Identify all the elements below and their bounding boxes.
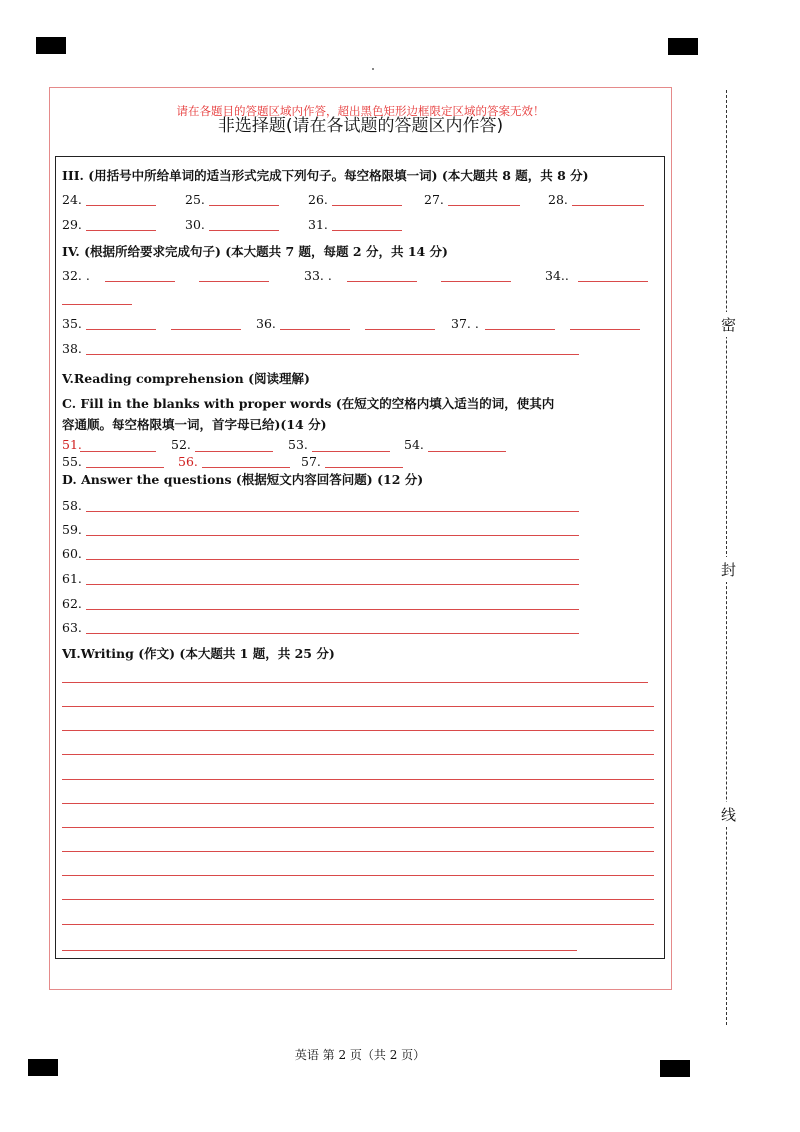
writing-line[interactable] bbox=[62, 779, 654, 780]
q27-number: 27. bbox=[424, 192, 444, 207]
q56-number: 56. bbox=[178, 454, 198, 469]
seal-label-xian: 线 bbox=[721, 802, 736, 827]
q37-blank-b[interactable] bbox=[570, 329, 640, 330]
q34-number: 34.. bbox=[545, 268, 569, 283]
section-5-heading: V.Reading comprehension (阅读理解) bbox=[62, 371, 310, 386]
writing-line[interactable] bbox=[62, 730, 654, 731]
writing-line[interactable] bbox=[62, 875, 654, 876]
q31-number: 31. bbox=[308, 217, 328, 232]
writing-line[interactable] bbox=[62, 924, 654, 925]
q29-number: 29. bbox=[62, 217, 82, 232]
q28-blank[interactable] bbox=[572, 205, 644, 206]
page-footer: 英语 第 2 页（共 2 页） bbox=[294, 1048, 426, 1062]
q59-blank[interactable] bbox=[86, 535, 579, 536]
writing-line[interactable] bbox=[62, 682, 648, 683]
q24-number: 24. bbox=[62, 192, 82, 207]
q59-number: 59. bbox=[62, 522, 82, 537]
q37-number: 37. . bbox=[451, 316, 479, 331]
q53-blank[interactable] bbox=[312, 451, 390, 452]
q33-blank-a[interactable] bbox=[347, 281, 417, 282]
q33-blank-b[interactable] bbox=[441, 281, 511, 282]
q55-blank[interactable] bbox=[86, 467, 164, 468]
seal-label-feng: 封 bbox=[721, 557, 736, 582]
q31-blank[interactable] bbox=[332, 230, 402, 231]
q25-number: 25. bbox=[185, 192, 205, 207]
q62-number: 62. bbox=[62, 596, 82, 611]
q34-blank-b[interactable] bbox=[62, 304, 132, 305]
q63-blank[interactable] bbox=[86, 633, 579, 634]
writing-line[interactable] bbox=[62, 754, 654, 755]
q52-blank[interactable] bbox=[195, 451, 273, 452]
q38-blank[interactable] bbox=[86, 354, 579, 355]
registration-mark-top-right bbox=[668, 38, 698, 55]
part-c-heading-line2: 容通顺。每空格限填一词，首字母已给)(14 分) bbox=[62, 417, 327, 432]
q55-number: 55. bbox=[62, 454, 82, 469]
q57-number: 57. bbox=[301, 454, 321, 469]
q61-number: 61. bbox=[62, 571, 82, 586]
section-3-heading: III. (用括号中所给单词的适当形式完成下列句子。每空格限填一词) (本大题共 8 题，共 8 分) bbox=[62, 168, 589, 183]
q34-blank-a[interactable] bbox=[578, 281, 648, 282]
q30-number: 30. bbox=[185, 217, 205, 232]
q62-blank[interactable] bbox=[86, 609, 579, 610]
q58-blank[interactable] bbox=[86, 511, 579, 512]
warning-text: 请在各题目的答题区域内作答，超出黑色矩形边框限定区域的答案无效！ bbox=[176, 104, 545, 118]
q24-blank[interactable] bbox=[86, 205, 156, 206]
q60-blank[interactable] bbox=[86, 559, 579, 560]
q35-blank-a[interactable] bbox=[86, 329, 156, 330]
q51-number: 51. bbox=[62, 437, 82, 452]
writing-line[interactable] bbox=[62, 803, 654, 804]
q60-number: 60. bbox=[62, 546, 82, 561]
part-d-heading: D. Answer the questions (根据短文内容回答问题) (12 分) bbox=[62, 472, 424, 487]
q32-number: 32. . bbox=[62, 268, 90, 283]
q33-number: 33. . bbox=[304, 268, 332, 283]
q37-blank-a[interactable] bbox=[485, 329, 555, 330]
registration-mark-top-left bbox=[36, 37, 66, 54]
writing-line[interactable] bbox=[62, 706, 654, 707]
q36-blank-b[interactable] bbox=[365, 329, 435, 330]
q54-number: 54. bbox=[404, 437, 424, 452]
q52-number: 52. bbox=[171, 437, 191, 452]
q27-blank[interactable] bbox=[448, 205, 520, 206]
page-title: 非选择题(请在各试题的答题区内作答) bbox=[217, 116, 504, 136]
q36-blank-a[interactable] bbox=[280, 329, 350, 330]
q56-blank[interactable] bbox=[202, 467, 290, 468]
writing-line[interactable] bbox=[62, 851, 654, 852]
q63-number: 63. bbox=[62, 620, 82, 635]
dot-mark bbox=[372, 68, 374, 70]
q32-blank-b[interactable] bbox=[199, 281, 269, 282]
q26-blank[interactable] bbox=[332, 205, 402, 206]
q29-blank[interactable] bbox=[86, 230, 156, 231]
q54-blank[interactable] bbox=[428, 451, 506, 452]
q30-blank[interactable] bbox=[209, 230, 279, 231]
writing-line[interactable] bbox=[62, 827, 654, 828]
q61-blank[interactable] bbox=[86, 584, 579, 585]
answer-box bbox=[55, 156, 665, 959]
q51-blank[interactable] bbox=[80, 451, 156, 452]
section-6-heading: Ⅵ.Writing (作文) (本大题共 1 题，共 25 分) bbox=[62, 646, 335, 661]
q25-blank[interactable] bbox=[209, 205, 279, 206]
q28-number: 28. bbox=[548, 192, 568, 207]
writing-line[interactable] bbox=[62, 950, 577, 951]
q32-blank-a[interactable] bbox=[105, 281, 175, 282]
section-4-heading: IV. (根据所给要求完成句子) (本大题共 7 题，每题 2 分，共 14 分) bbox=[62, 244, 448, 259]
writing-line[interactable] bbox=[62, 899, 654, 900]
q26-number: 26. bbox=[308, 192, 328, 207]
q38-number: 38. bbox=[62, 341, 82, 356]
q53-number: 53. bbox=[288, 437, 308, 452]
part-c-heading-line1: C. Fill in the blanks with proper words (在短文的空格内填入适当的词，使其内 bbox=[62, 396, 555, 411]
seal-label-mi: 密 bbox=[721, 312, 736, 337]
q36-number: 36. bbox=[256, 316, 276, 331]
q35-blank-b[interactable] bbox=[171, 329, 241, 330]
q57-blank[interactable] bbox=[325, 467, 403, 468]
q58-number: 58. bbox=[62, 498, 82, 513]
q35-number: 35. bbox=[62, 316, 82, 331]
